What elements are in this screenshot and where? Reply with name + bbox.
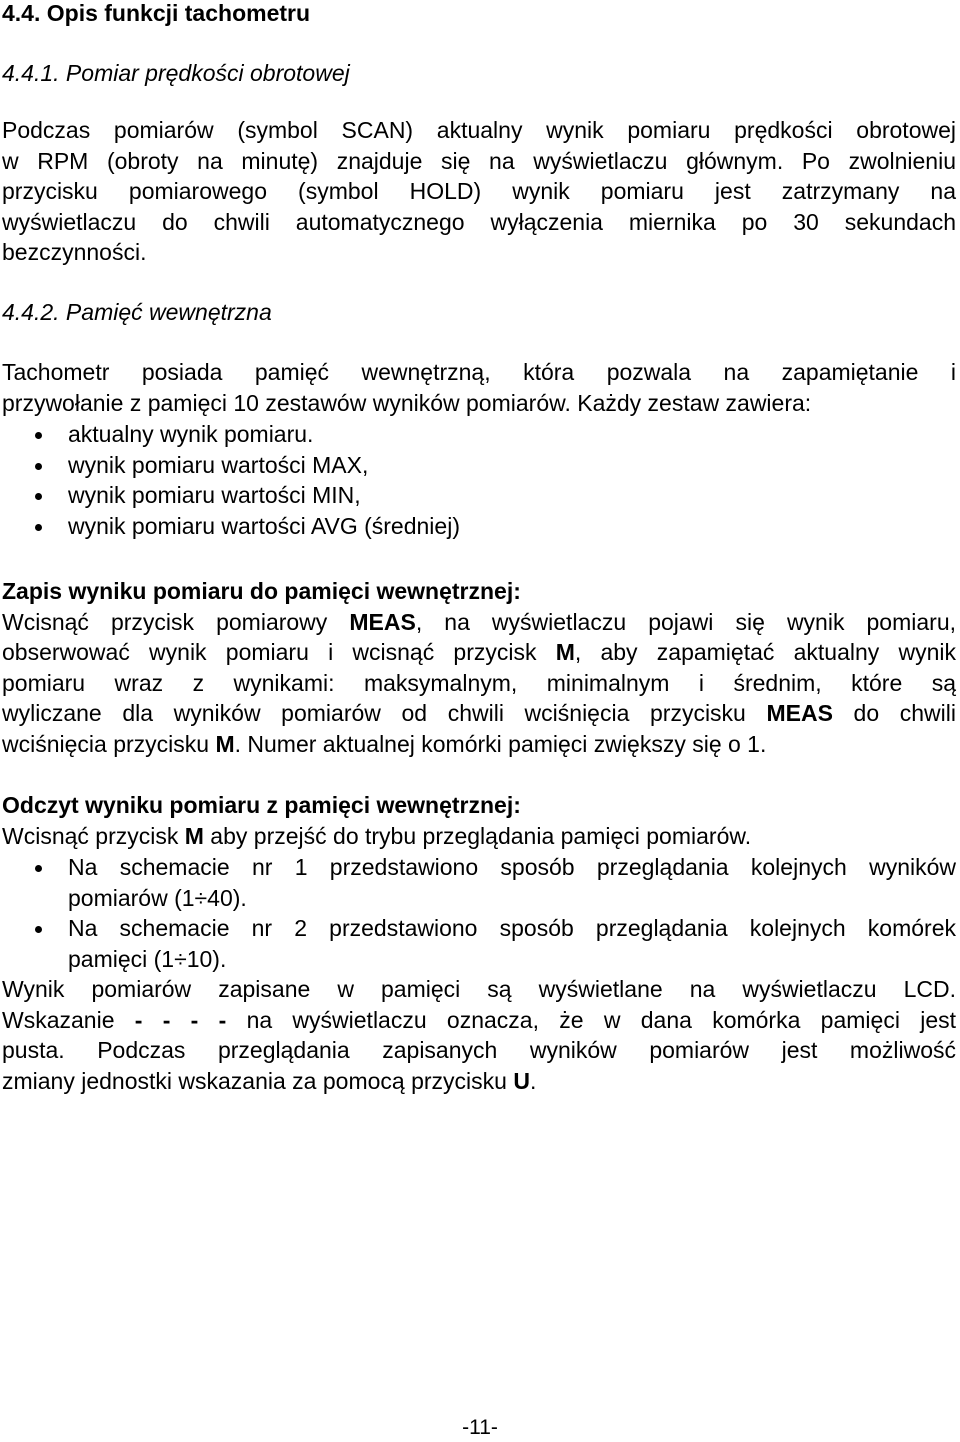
paragraph-internal-memory: [2, 357, 956, 418]
paragraph-line: zmiany jednostki wskazania za pomocą przycisku U.: [2, 1067, 537, 1094]
paragraph-line: wciśnięcia przycisku M. Numer aktualnej komórki pamięci zwiększy się o 1.: [2, 730, 767, 757]
section-title: 4.4. Opis funkcji tachometru: [2, 0, 311, 26]
paragraph-line: wyświetlaczu do chwili automatycznego wyłączenia miernika po 30 sekundach: [2, 208, 956, 235]
list-item: wynik pomiaru wartości MIN,: [2, 480, 956, 511]
page-number: -11-: [462, 1416, 498, 1439]
bullet-icon: [35, 865, 42, 872]
paragraph-line: Wcisnąć przycisk pomiarowy MEAS, na wyświetlaczu pojawi się wynik pomiaru,: [2, 608, 956, 635]
bullet-icon: [35, 432, 42, 439]
list-item: Na schemacie nr 2 przedstawiono sposób przeglądania kolejnych komórek pamięci (1÷10).: [2, 913, 956, 974]
subsection-title-rotational-speed: 4.4.1. Pomiar prędkości obrotowej: [2, 60, 350, 86]
paragraph-line: Wskazanie - - - - na wyświetlaczu oznacza, że w dana komórka pamięci jest: [2, 1006, 956, 1033]
read-heading: Odczyt wyniku pomiaru z pamięci wewnętrznej:: [2, 792, 521, 818]
bullet-icon: [35, 524, 42, 531]
list-item: wynik pomiaru wartości AVG (średniej): [2, 511, 956, 542]
list-item: Na schemacie nr 1 przedstawiono sposób przeglądania kolejnych wyników pomiarów (1÷40).: [2, 852, 956, 913]
memory-set-contents-list: [2, 419, 956, 541]
paragraph-line: w RPM (obroty na minutę) znajduje się na wyświetlaczu głównym. Po zwolnieniu: [2, 147, 956, 174]
paragraph-speed-measurement: [2, 115, 956, 268]
paragraph-line: pomiaru wraz z wynikami: maksymalnym, minimalnym i średnim, które są: [2, 669, 956, 696]
bullet-icon: [35, 463, 42, 470]
subsection-title-internal-memory: 4.4.2. Pamięć wewnętrzna: [2, 299, 272, 325]
memory-browsing-list: [2, 852, 956, 974]
list-item: aktualny wynik pomiaru.: [2, 419, 956, 450]
paragraph-line: Wynik pomiarów zapisane w pamięci są wyświetlane na wyświetlaczu LCD.: [2, 976, 956, 1002]
paragraph-line: Wcisnąć przycisk M aby przejść do trybu przeglądania pamięci pomiarów.: [2, 822, 752, 849]
paragraph-line: pusta. Podczas przeglądania zapisanych wyników pomiarów jest możliwość: [2, 1037, 956, 1064]
bullet-icon: [35, 926, 42, 933]
paragraph-line: Podczas pomiarów (symbol SCAN) aktualny wynik pomiaru prędkości obrotowej: [2, 117, 956, 143]
bullet-icon: [35, 493, 42, 500]
paragraph-line: wyliczane dla wyników pomiarów od chwili wciśnięcia przycisku MEAS do chwili: [2, 700, 956, 727]
paragraph-line: przycisku pomiarowego (symbol HOLD) wynik pomiaru jest zatrzymany na: [2, 178, 956, 205]
save-heading: Zapis wyniku pomiaru do pamięci wewnętrznej:: [2, 578, 521, 604]
read-from-memory-section: [2, 790, 956, 851]
paragraph-line: Tachometr posiada pamięć wewnętrzną, która pozwala na zapamiętanie i: [2, 359, 956, 385]
save-to-memory-section: [2, 576, 956, 760]
paragraph-lcd-display: [2, 974, 956, 1096]
paragraph-line: przywołanie z pamięci 10 zestawów wyników pomiarów. Każdy zestaw zawiera:: [2, 389, 812, 416]
paragraph-line: obserwować wynik pomiaru i wcisnąć przycisk M, aby zapamiętać aktualny wynik: [2, 639, 956, 666]
list-item: wynik pomiaru wartości MAX,: [2, 450, 956, 481]
paragraph-line: bezczynności.: [2, 239, 147, 266]
